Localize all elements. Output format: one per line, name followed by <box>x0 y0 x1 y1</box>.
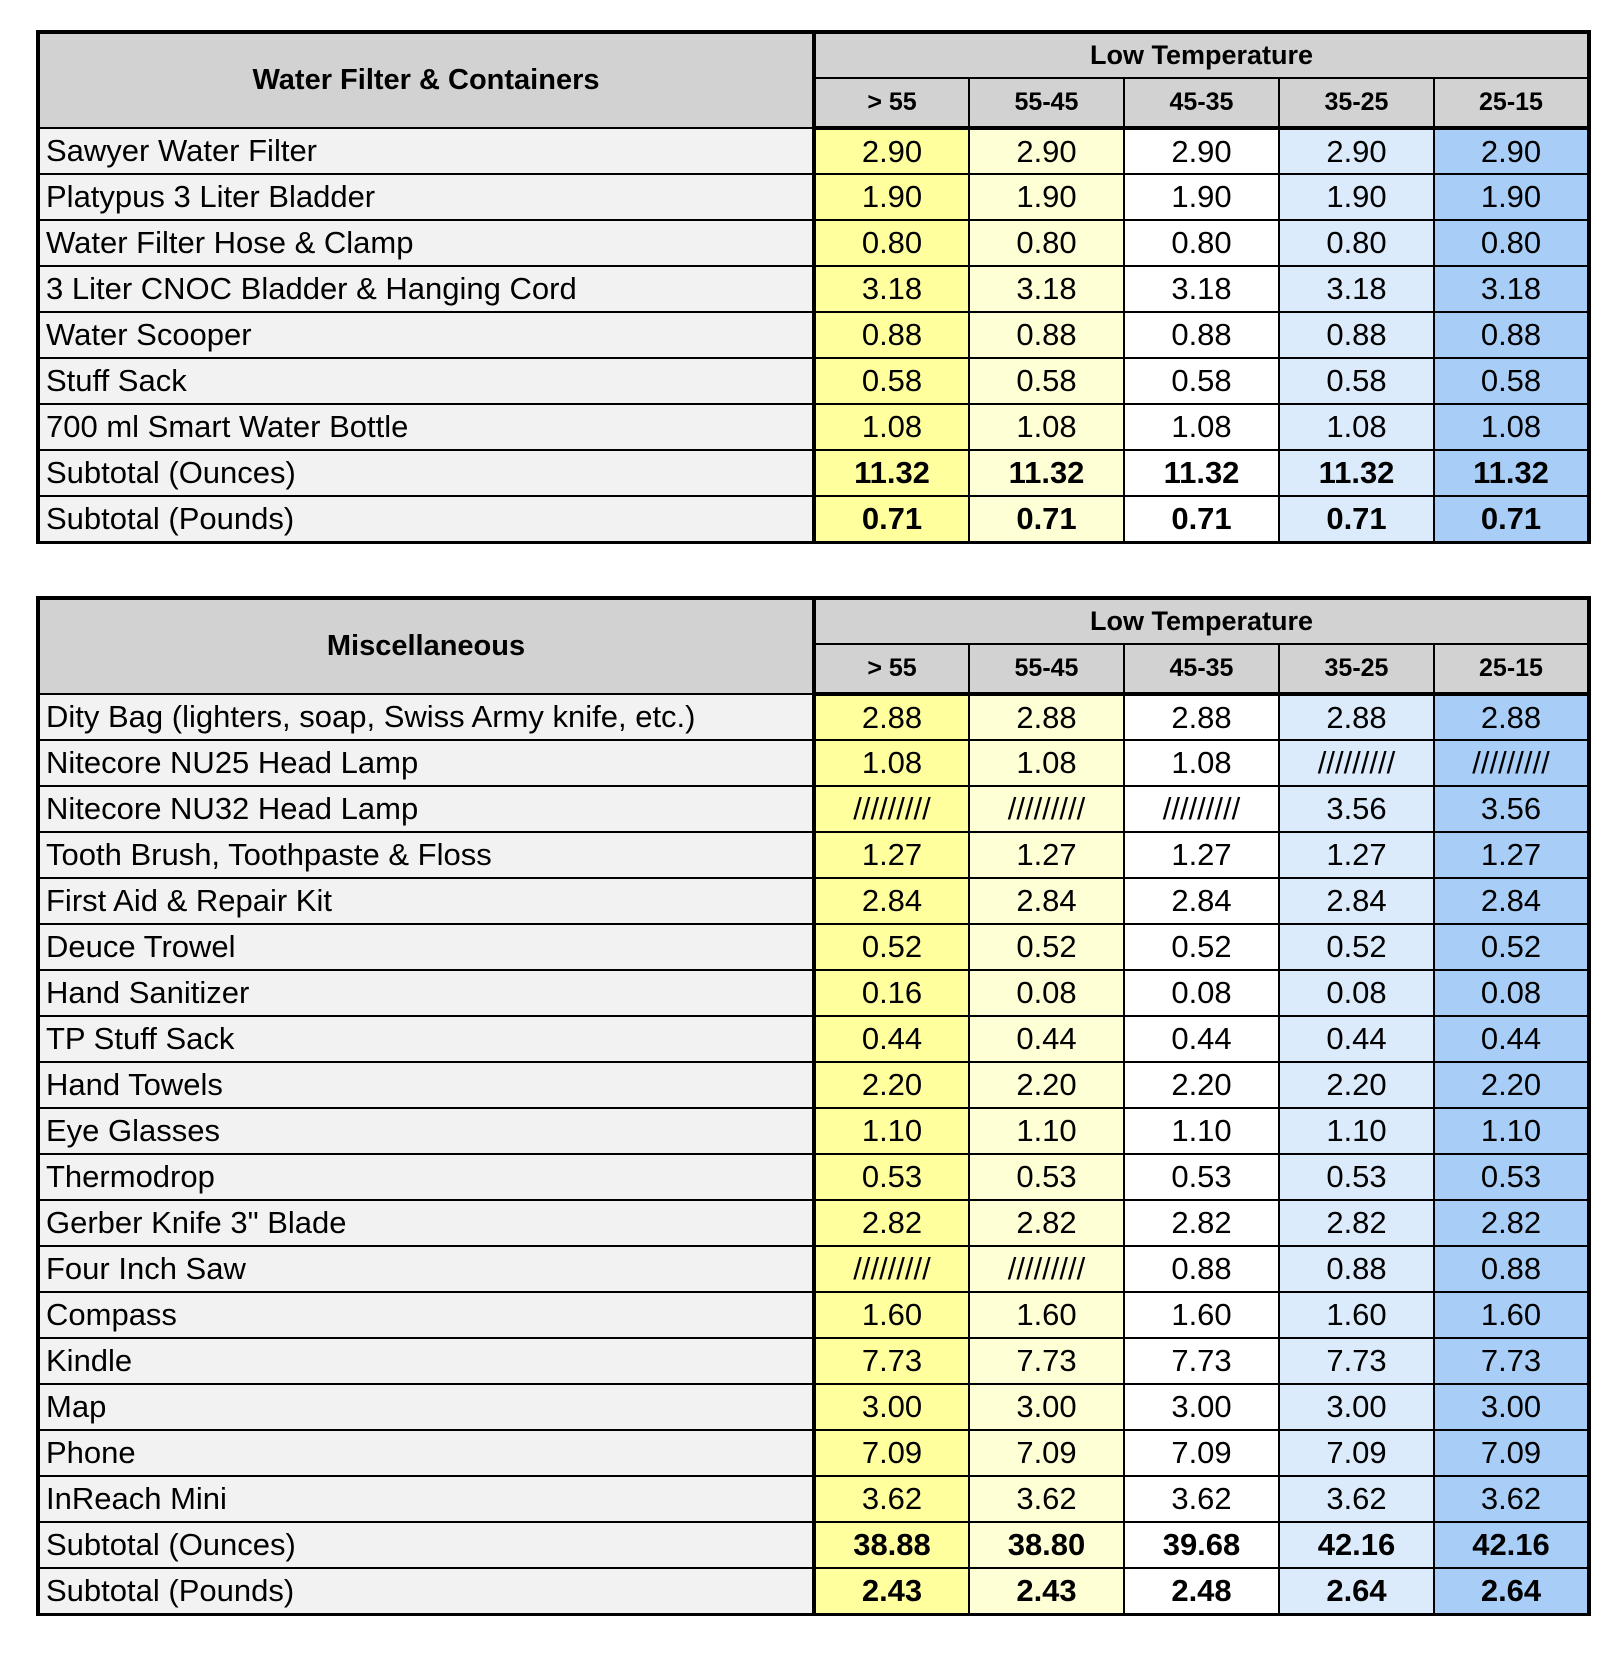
value-cell: ///////// <box>1279 740 1434 786</box>
value-cell: 0.80 <box>1124 220 1279 266</box>
value-cell: 0.88 <box>969 312 1124 358</box>
value-cell: 2.90 <box>1124 128 1279 174</box>
value-cell: 2.90 <box>814 128 969 174</box>
table-row <box>38 924 1589 970</box>
value-cell: 1.60 <box>1279 1292 1434 1338</box>
table-row <box>38 220 1589 266</box>
row-label: Subtotal (Pounds) <box>38 496 814 542</box>
table-row <box>38 832 1589 878</box>
table-row <box>38 1476 1589 1522</box>
row-label: Subtotal (Pounds) <box>38 1568 814 1614</box>
value-cell: 11.32 <box>969 450 1124 496</box>
table-row <box>38 1108 1589 1154</box>
value-cell: 1.27 <box>1279 832 1434 878</box>
value-cell: 0.88 <box>1124 312 1279 358</box>
value-cell: 42.16 <box>1279 1522 1434 1568</box>
value-cell: 1.10 <box>1279 1108 1434 1154</box>
value-cell: 0.52 <box>814 924 969 970</box>
row-label: Kindle <box>38 1338 814 1384</box>
value-cell: 2.90 <box>1279 128 1434 174</box>
column-header: 25-15 <box>1434 644 1589 694</box>
value-cell: 2.48 <box>1124 1568 1279 1614</box>
value-cell: 1.08 <box>1124 740 1279 786</box>
value-cell: 2.20 <box>814 1062 969 1108</box>
value-cell: 2.84 <box>1434 878 1589 924</box>
value-cell: 0.44 <box>1434 1016 1589 1062</box>
value-cell: 0.53 <box>1434 1154 1589 1200</box>
table-title: Water Filter & Containers <box>38 32 814 128</box>
table-row <box>38 1384 1589 1430</box>
value-cell: 3.18 <box>814 266 969 312</box>
column-header: 45-35 <box>1124 644 1279 694</box>
row-label: Eye Glasses <box>38 1108 814 1154</box>
value-cell: 1.08 <box>1434 404 1589 450</box>
subtotal-row <box>38 1568 1589 1614</box>
row-label: TP Stuff Sack <box>38 1016 814 1062</box>
table-row <box>38 1062 1589 1108</box>
value-cell: 11.32 <box>1434 450 1589 496</box>
value-cell: 3.62 <box>814 1476 969 1522</box>
value-cell: ///////// <box>969 1246 1124 1292</box>
value-cell: 3.62 <box>1279 1476 1434 1522</box>
value-cell: 3.00 <box>1124 1384 1279 1430</box>
table-row <box>38 1154 1589 1200</box>
table-row <box>38 358 1589 404</box>
value-cell: 0.08 <box>1124 970 1279 1016</box>
value-cell: 1.08 <box>1124 404 1279 450</box>
value-cell: 0.53 <box>1124 1154 1279 1200</box>
value-cell: 2.64 <box>1434 1568 1589 1614</box>
row-label: Platypus 3 Liter Bladder <box>38 174 814 220</box>
row-label: Four Inch Saw <box>38 1246 814 1292</box>
row-label: First Aid & Repair Kit <box>38 878 814 924</box>
value-cell: 1.08 <box>969 740 1124 786</box>
table-row <box>38 740 1589 786</box>
table-row <box>38 1338 1589 1384</box>
value-cell: 3.00 <box>1279 1384 1434 1430</box>
column-header: 55-45 <box>969 644 1124 694</box>
table-row <box>38 266 1589 312</box>
value-cell: 0.88 <box>1434 312 1589 358</box>
value-cell: 2.20 <box>1434 1062 1589 1108</box>
row-label: Dity Bag (lighters, soap, Swiss Army knife, etc.) <box>38 694 814 740</box>
column-header: > 55 <box>814 644 969 694</box>
table-row <box>38 174 1589 220</box>
value-cell: 3.00 <box>1434 1384 1589 1430</box>
value-cell: 1.10 <box>814 1108 969 1154</box>
value-cell: 1.10 <box>1124 1108 1279 1154</box>
group-header: Low Temperature <box>814 598 1589 644</box>
value-cell: 1.90 <box>1434 174 1589 220</box>
value-cell: 2.82 <box>814 1200 969 1246</box>
row-label: Map <box>38 1384 814 1430</box>
column-header: 45-35 <box>1124 78 1279 128</box>
value-cell: 7.09 <box>969 1430 1124 1476</box>
value-cell: 1.10 <box>969 1108 1124 1154</box>
column-header: > 55 <box>814 78 969 128</box>
value-cell: 0.52 <box>1434 924 1589 970</box>
value-cell: 0.58 <box>1124 358 1279 404</box>
value-cell: 38.80 <box>969 1522 1124 1568</box>
value-cell: 3.56 <box>1279 786 1434 832</box>
row-label: Water Scooper <box>38 312 814 358</box>
value-cell: 0.58 <box>1434 358 1589 404</box>
value-cell: 1.08 <box>1279 404 1434 450</box>
value-cell: 2.82 <box>969 1200 1124 1246</box>
value-cell: 0.53 <box>969 1154 1124 1200</box>
value-cell: 0.52 <box>1124 924 1279 970</box>
value-cell: 2.82 <box>1434 1200 1589 1246</box>
value-cell: 0.44 <box>1279 1016 1434 1062</box>
value-cell: 1.08 <box>814 740 969 786</box>
subtotal-row <box>38 450 1589 496</box>
value-cell: 0.88 <box>1279 1246 1434 1292</box>
value-cell: 3.18 <box>1279 266 1434 312</box>
row-label: Stuff Sack <box>38 358 814 404</box>
row-label: InReach Mini <box>38 1476 814 1522</box>
value-cell: 0.53 <box>814 1154 969 1200</box>
value-cell: 2.90 <box>969 128 1124 174</box>
value-cell: 2.82 <box>1124 1200 1279 1246</box>
value-cell: 2.84 <box>969 878 1124 924</box>
value-cell: 42.16 <box>1434 1522 1589 1568</box>
value-cell: 2.88 <box>969 694 1124 740</box>
row-label: Sawyer Water Filter <box>38 128 814 174</box>
value-cell: 0.71 <box>969 496 1124 542</box>
water-filter-table <box>36 30 1591 544</box>
row-label: Thermodrop <box>38 1154 814 1200</box>
value-cell: ///////// <box>814 1246 969 1292</box>
row-label: Gerber Knife 3" Blade <box>38 1200 814 1246</box>
value-cell: 1.90 <box>969 174 1124 220</box>
table-row <box>38 786 1589 832</box>
value-cell: 2.84 <box>1124 878 1279 924</box>
value-cell: 7.73 <box>969 1338 1124 1384</box>
value-cell: 1.90 <box>1124 174 1279 220</box>
value-cell: 1.27 <box>1434 832 1589 878</box>
value-cell: 1.10 <box>1434 1108 1589 1154</box>
value-cell: 2.88 <box>1434 694 1589 740</box>
column-header: 35-25 <box>1279 78 1434 128</box>
value-cell: 0.52 <box>1279 924 1434 970</box>
value-cell: 2.20 <box>1279 1062 1434 1108</box>
value-cell: 7.09 <box>814 1430 969 1476</box>
table-title: Miscellaneous <box>38 598 814 694</box>
table-row <box>38 128 1589 174</box>
table-row <box>38 694 1589 740</box>
value-cell: 2.88 <box>1279 694 1434 740</box>
group-header: Low Temperature <box>814 32 1589 78</box>
value-cell: 0.80 <box>1279 220 1434 266</box>
row-label: 3 Liter CNOC Bladder & Hanging Cord <box>38 266 814 312</box>
value-cell: 0.71 <box>1124 496 1279 542</box>
value-cell: 0.52 <box>969 924 1124 970</box>
value-cell: 0.80 <box>814 220 969 266</box>
value-cell: 0.44 <box>1124 1016 1279 1062</box>
value-cell: 0.80 <box>969 220 1124 266</box>
value-cell: 2.88 <box>1124 694 1279 740</box>
value-cell: 7.73 <box>1124 1338 1279 1384</box>
row-label: Subtotal (Ounces) <box>38 1522 814 1568</box>
value-cell: 1.27 <box>814 832 969 878</box>
value-cell: 1.60 <box>1434 1292 1589 1338</box>
row-label: Hand Towels <box>38 1062 814 1108</box>
value-cell: 0.08 <box>969 970 1124 1016</box>
value-cell: 2.64 <box>1279 1568 1434 1614</box>
value-cell: 2.90 <box>1434 128 1589 174</box>
value-cell: ///////// <box>814 786 969 832</box>
value-cell: 11.32 <box>1124 450 1279 496</box>
column-header: 25-15 <box>1434 78 1589 128</box>
value-cell: 7.09 <box>1279 1430 1434 1476</box>
value-cell: 3.62 <box>1434 1476 1589 1522</box>
value-cell: 1.60 <box>1124 1292 1279 1338</box>
table-row <box>38 970 1589 1016</box>
row-label: Water Filter Hose & Clamp <box>38 220 814 266</box>
value-cell: 7.09 <box>1124 1430 1279 1476</box>
table-row <box>38 404 1589 450</box>
table-row <box>38 1200 1589 1246</box>
table-row <box>38 1246 1589 1292</box>
value-cell: 1.27 <box>969 832 1124 878</box>
value-cell: 2.20 <box>1124 1062 1279 1108</box>
row-label: Nitecore NU32 Head Lamp <box>38 786 814 832</box>
value-cell: 0.08 <box>1434 970 1589 1016</box>
value-cell: 39.68 <box>1124 1522 1279 1568</box>
value-cell: ///////// <box>1124 786 1279 832</box>
value-cell: 3.18 <box>1124 266 1279 312</box>
value-cell: 0.16 <box>814 970 969 1016</box>
value-cell: 2.43 <box>814 1568 969 1614</box>
value-cell: 0.88 <box>1124 1246 1279 1292</box>
value-cell: 7.73 <box>1434 1338 1589 1384</box>
value-cell: 0.80 <box>1434 220 1589 266</box>
value-cell: 0.58 <box>969 358 1124 404</box>
value-cell: 1.08 <box>969 404 1124 450</box>
value-cell: 11.32 <box>814 450 969 496</box>
value-cell: 0.08 <box>1279 970 1434 1016</box>
value-cell: 7.09 <box>1434 1430 1589 1476</box>
value-cell: 3.18 <box>1434 266 1589 312</box>
value-cell: 1.08 <box>814 404 969 450</box>
value-cell: 1.90 <box>814 174 969 220</box>
row-label: 700 ml Smart Water Bottle <box>38 404 814 450</box>
value-cell: 0.58 <box>1279 358 1434 404</box>
value-cell: 2.82 <box>1279 1200 1434 1246</box>
value-cell: 3.00 <box>814 1384 969 1430</box>
column-header: 35-25 <box>1279 644 1434 694</box>
value-cell: 1.60 <box>814 1292 969 1338</box>
subtotal-row <box>38 496 1589 542</box>
value-cell: 1.27 <box>1124 832 1279 878</box>
value-cell: ///////// <box>1434 740 1589 786</box>
row-label: Tooth Brush, Toothpaste & Floss <box>38 832 814 878</box>
value-cell: 0.88 <box>814 312 969 358</box>
row-label: Compass <box>38 1292 814 1338</box>
table-row <box>38 1430 1589 1476</box>
value-cell: 2.88 <box>814 694 969 740</box>
value-cell: 38.88 <box>814 1522 969 1568</box>
row-label: Deuce Trowel <box>38 924 814 970</box>
value-cell: 2.20 <box>969 1062 1124 1108</box>
table-row <box>38 1016 1589 1062</box>
value-cell: 0.58 <box>814 358 969 404</box>
table-row <box>38 878 1589 924</box>
row-label: Nitecore NU25 Head Lamp <box>38 740 814 786</box>
row-label: Phone <box>38 1430 814 1476</box>
value-cell: 0.88 <box>1279 312 1434 358</box>
table-row <box>38 1292 1589 1338</box>
row-label: Subtotal (Ounces) <box>38 450 814 496</box>
value-cell: 0.71 <box>1279 496 1434 542</box>
value-cell: 0.71 <box>814 496 969 542</box>
value-cell: 3.00 <box>969 1384 1124 1430</box>
value-cell: 7.73 <box>1279 1338 1434 1384</box>
subtotal-row <box>38 1522 1589 1568</box>
value-cell: 2.43 <box>969 1568 1124 1614</box>
value-cell: 3.62 <box>969 1476 1124 1522</box>
column-header: 55-45 <box>969 78 1124 128</box>
table-row <box>38 312 1589 358</box>
value-cell: 7.73 <box>814 1338 969 1384</box>
value-cell: 3.18 <box>969 266 1124 312</box>
value-cell: 2.84 <box>814 878 969 924</box>
row-label: Hand Sanitizer <box>38 970 814 1016</box>
value-cell: 11.32 <box>1279 450 1434 496</box>
value-cell: ///////// <box>969 786 1124 832</box>
value-cell: 2.84 <box>1279 878 1434 924</box>
value-cell: 0.53 <box>1279 1154 1434 1200</box>
miscellaneous-table <box>36 596 1591 1616</box>
value-cell: 0.88 <box>1434 1246 1589 1292</box>
value-cell: 0.44 <box>814 1016 969 1062</box>
value-cell: 1.90 <box>1279 174 1434 220</box>
value-cell: 1.60 <box>969 1292 1124 1338</box>
value-cell: 3.62 <box>1124 1476 1279 1522</box>
value-cell: 0.44 <box>969 1016 1124 1062</box>
value-cell: 3.56 <box>1434 786 1589 832</box>
value-cell: 0.71 <box>1434 496 1589 542</box>
